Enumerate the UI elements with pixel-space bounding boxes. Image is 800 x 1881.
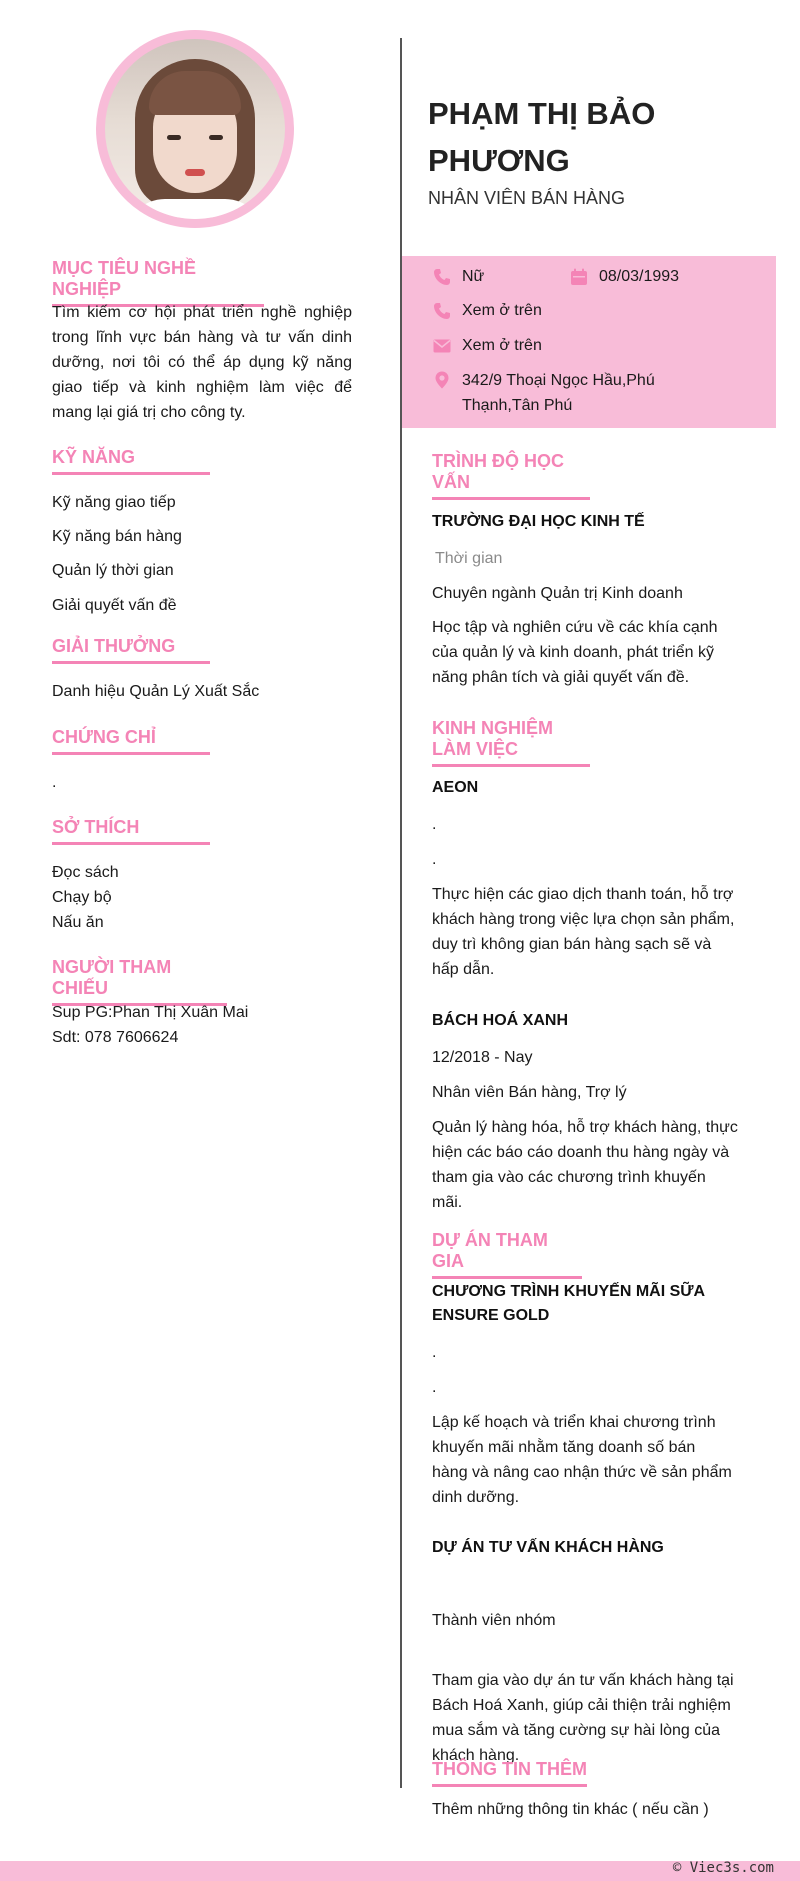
reference-item: Sup PG:Phan Thị Xuân Mai [52,1004,249,1021]
job-title: NHÂN VIÊN BÁN HÀNG [428,188,626,208]
hobby-item: Đọc sách [52,864,119,881]
avatar [96,30,294,228]
job-position: . [432,851,437,868]
project-name: CHƯƠNG TRÌNH KHUYẾN MÃI SỮA ENSURE GOLD [432,1283,706,1324]
skill-item: Giải quyết vấn đề [52,597,177,614]
certificates-title: CHỨNG CHỈ [52,727,210,755]
footer-credit[interactable]: © Viec3s.com [672,1860,774,1876]
extra-info-title: THÔNG TIN THÊM [432,1759,587,1787]
job-desc: Thực hiện các giao dịch thanh toán, hỗ trợ khách hàng trong việc lựa chọn sản phẩm, duy trì không gian bán hàng sạch sẽ và hấp dẫn. [432,886,735,978]
skills-title: KỸ NĂNG [52,447,210,475]
reference-item: Sdt: 078 7606624 [52,1029,179,1046]
job-desc: Quản lý hàng hóa, hỗ trợ khách hàng, thực hiện các báo cáo doanh thu hàng ngày và tham gia vào các chương trình khuyến mãi. [432,1119,738,1211]
phone-value: Xem ở trên [462,302,542,319]
hobby-item: Nấu ăn [52,914,104,931]
awards-title: GIẢI THƯỞNG [52,636,210,664]
education-time: Thời gian [435,550,503,567]
phone-icon [432,301,452,321]
location-pin-icon [432,370,452,390]
project-desc: Lập kế hoạch và triển khai chương trình khuyến mãi nhằm tăng doanh số bán hàng và nâng cao nhận thức về sản phẩm dinh dưỡng. [432,1414,732,1506]
email-value: Xem ở trên [462,337,542,354]
project-time: . [432,1344,437,1361]
education-major: Chuyên ngành Quản trị Kinh doanh [432,585,683,602]
education-desc: Học tập và nghiên cứu về các khía cạnh của quản lý và kinh doanh, phát triển kỹ năng phân tích và giải quyết vấn đề. [432,619,718,686]
projects-title: DỰ ÁN THAM GIA [432,1230,582,1279]
certificate-item: . [52,774,57,791]
school-name: TRƯỜNG ĐẠI HỌC KINH TẾ [432,513,645,530]
skill-item: Quản lý thời gian [52,562,174,579]
project-role: . [432,1379,437,1396]
gender-value: Nữ [462,268,485,285]
project-role: Thành viên nhóm [432,1612,556,1629]
objective-text: Tìm kiếm cơ hội phát triển nghề nghiệp trong lĩnh vực bán hàng và tư vấn dinh dưỡng, nơi tôi có thể áp dụng kỹ năng giao tiếp và kinh nghiệm làm việc để mang lại giá trị cho công ty. [52,304,352,421]
phone-icon [432,267,452,287]
company-name: AEON [432,779,479,796]
job-position: Nhân viên Bán hàng, Trợ lý [432,1084,627,1101]
address-value: 342/9 Thoại Ngọc Hầu,Phú Thạnh,Tân Phú [462,372,655,414]
extra-info-text: Thêm những thông tin khác ( nếu cần ) [432,1801,709,1818]
mail-icon [432,336,452,356]
skill-item: Kỹ năng bán hàng [52,528,182,545]
experience-title: KINH NGHIỆM LÀM VIỆC [432,718,590,767]
project-name: DỰ ÁN TƯ VẤN KHÁCH HÀNG [432,1539,664,1556]
company-name: BÁCH HOÁ XANH [432,1012,568,1029]
job-time: 12/2018 - Nay [432,1049,533,1066]
education-title: TRÌNH ĐỘ HỌC VẤN [432,451,590,500]
profile-photo [105,39,285,219]
hobby-item: Chạy bộ [52,889,112,906]
award-item: Danh hiệu Quản Lý Xuất Sắc [52,683,260,700]
objective-title: MỤC TIÊU NGHỀ NGHIỆP [52,258,264,307]
candidate-name: PHẠM THỊ BẢO PHƯƠNG [428,96,656,178]
project-desc: Tham gia vào dự án tư vấn khách hàng tại Bách Hoá Xanh, giúp cải thiện trải nghiệm mua sắm và tăng cường sự hài lòng của khách hàng. [432,1672,734,1764]
skill-item: Kỹ năng giao tiếp [52,494,176,511]
calendar-icon [569,267,589,287]
job-time: . [432,816,437,833]
dob-value: 08/03/1993 [599,268,680,285]
hobbies-title: SỞ THÍCH [52,817,210,845]
references-title: NGƯỜI THAM CHIẾU [52,957,227,1006]
